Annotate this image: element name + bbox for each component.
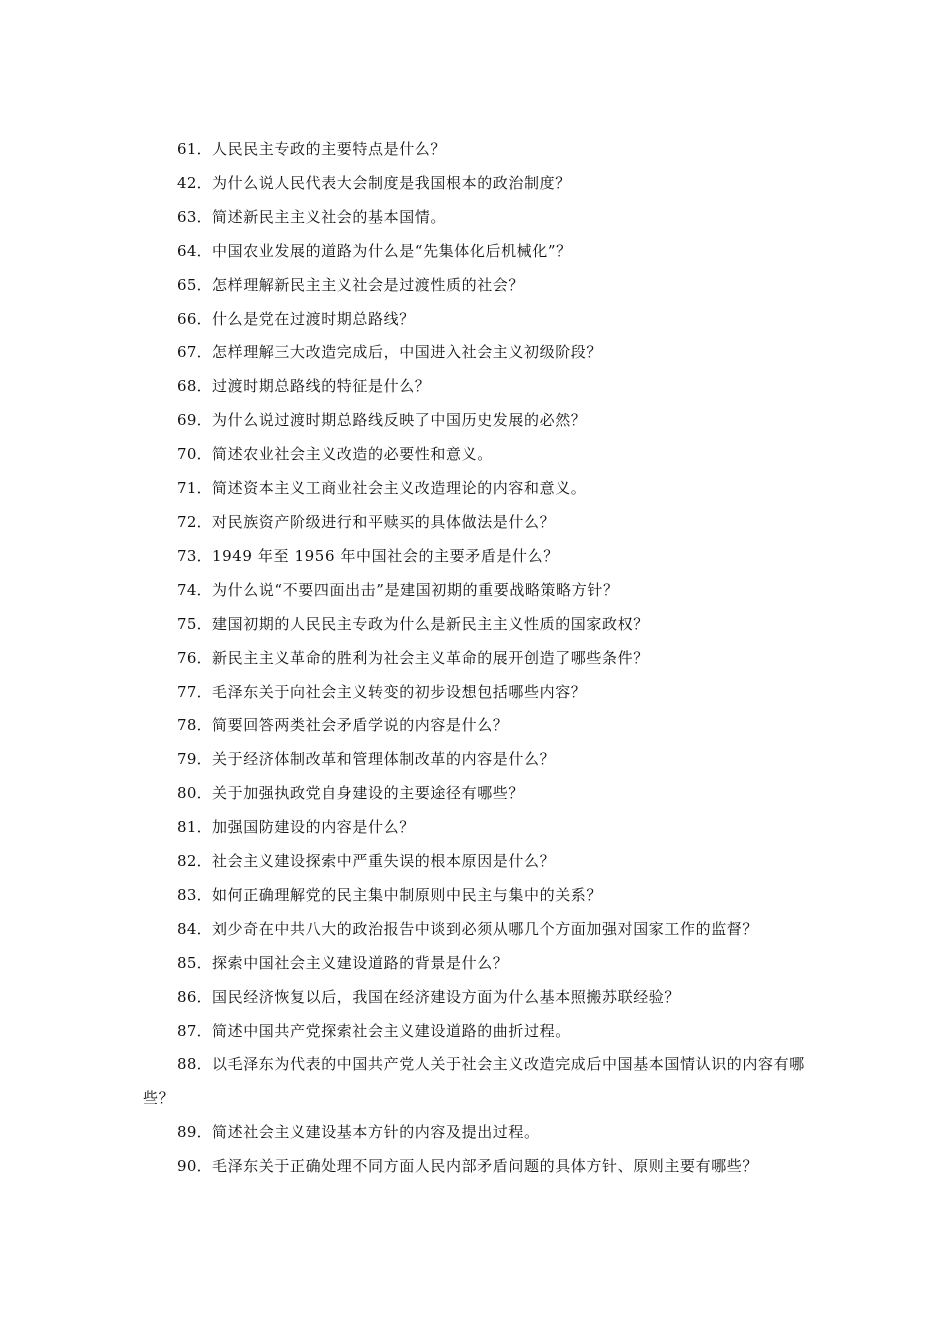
question-number: 63． (177, 207, 212, 226)
question-text: 中国农业发展的道路为什么是“先集体化后机械化”？ (212, 241, 572, 260)
question-item (143, 777, 815, 811)
question-item (143, 981, 815, 1015)
question-item (143, 506, 815, 540)
question-number: 75． (177, 614, 212, 633)
question-item (143, 913, 815, 947)
question-item (143, 743, 815, 777)
question-text: 新民主主义革命的胜利为社会主义革命的展开创造了哪些条件？ (212, 648, 649, 667)
question-item (143, 1048, 815, 1116)
question-number: 90． (177, 1157, 212, 1176)
question-number: 81． (177, 818, 212, 837)
question-item (143, 167, 815, 201)
question-number: 61． (177, 140, 212, 158)
question-item (143, 845, 815, 879)
question-item (143, 303, 815, 337)
question-text: 毛泽东关于正确处理不同方面人民内部矛盾问题的具体方针、原则主要有哪些？ (212, 1157, 759, 1176)
question-number: 64． (177, 241, 212, 260)
question-text: 以毛泽东为代表的中国共产党人关于社会主义改造完成后中国基本国情认识的内容有哪些？ (143, 1055, 805, 1108)
question-text: 怎样理解三大改造完成后，中国进入社会主义初级阶段？ (212, 343, 603, 362)
question-text: 简述社会主义建设基本方针的内容及提出过程。 (212, 1123, 540, 1142)
question-item (143, 404, 815, 438)
question-item (143, 370, 815, 404)
question-number: 74． (177, 580, 212, 599)
question-item (143, 879, 815, 913)
question-text: 1949 年至 1956 年中国社会的主要矛盾是什么？ (212, 546, 559, 565)
question-number: 70． (177, 445, 212, 464)
question-text: 什么是党在过渡时期总路线？ (212, 309, 415, 328)
question-text: 人民民主专政的主要特点是什么？ (212, 140, 447, 158)
question-item (143, 269, 815, 303)
question-number: 68． (177, 377, 212, 396)
question-number: 86． (177, 987, 212, 1006)
question-item (143, 133, 815, 167)
question-number: 42． (177, 173, 212, 192)
question-text: 简述农业社会主义改造的必要性和意义。 (212, 445, 493, 464)
question-number: 83． (177, 885, 212, 904)
question-number: 77． (177, 682, 212, 701)
question-number: 66． (177, 309, 212, 328)
question-text: 刘少奇在中共八大的政治报告中谈到必须从哪几个方面加强对国家工作的监督？ (212, 919, 759, 938)
question-text: 为什么说过渡时期总路线反映了中国历史发展的必然？ (212, 411, 587, 430)
question-item (143, 642, 815, 676)
question-item (143, 1015, 815, 1049)
question-number: 67． (177, 343, 212, 362)
question-item (143, 438, 815, 472)
question-number: 71． (177, 479, 212, 498)
question-number: 78． (177, 716, 212, 735)
question-text: 国民经济恢复以后，我国在经济建设方面为什么基本照搬苏联经验？ (212, 987, 681, 1006)
question-number: 87． (177, 1021, 212, 1040)
question-text: 简述新民主主义社会的基本国情。 (212, 207, 447, 226)
question-text: 怎样理解新民主主义社会是过渡性质的社会？ (212, 275, 525, 294)
question-number: 85． (177, 953, 212, 972)
question-item (143, 472, 815, 506)
question-item (143, 1116, 815, 1150)
question-text: 简述中国共产党探索社会主义建设道路的曲折过程。 (212, 1021, 571, 1040)
question-text: 毛泽东关于向社会主义转变的初步设想包括哪些内容？ (212, 682, 587, 701)
question-item (143, 1150, 815, 1184)
question-number: 89． (177, 1123, 212, 1142)
question-number: 65． (177, 275, 212, 294)
question-item (143, 540, 815, 574)
question-number: 84． (177, 919, 212, 938)
question-list (143, 133, 815, 1184)
question-number: 80． (177, 784, 212, 803)
question-text: 如何正确理解党的民主集中制原则中民主与集中的关系？ (212, 885, 603, 904)
question-text: 过渡时期总路线的特征是什么？ (212, 377, 431, 396)
question-item (143, 235, 815, 269)
question-number: 72． (177, 512, 212, 531)
question-item (143, 201, 815, 235)
question-text: 加强国防建设的内容是什么？ (212, 818, 415, 837)
question-text: 探索中国社会主义建设道路的背景是什么？ (212, 953, 509, 972)
question-text: 简要回答两类社会矛盾学说的内容是什么？ (212, 716, 509, 735)
question-number: 76． (177, 648, 212, 667)
question-number: 69． (177, 411, 212, 430)
question-text: 简述资本主义工商业社会主义改造理论的内容和意义。 (212, 479, 587, 498)
question-number: 79． (177, 750, 212, 769)
question-item (143, 709, 815, 743)
question-item (143, 947, 815, 981)
question-text: 为什么说“不要四面出击”是建国初期的重要战略策略方针？ (212, 580, 619, 599)
question-number: 73． (177, 546, 212, 565)
question-text: 对民族资产阶级进行和平赎买的具体做法是什么？ (212, 512, 556, 531)
question-item (143, 336, 815, 370)
question-item (143, 811, 815, 845)
question-number: 82． (177, 852, 212, 871)
question-item (143, 574, 815, 608)
question-item (143, 608, 815, 642)
question-text: 关于经济体制改革和管理体制改革的内容是什么？ (212, 750, 556, 769)
question-text: 为什么说人民代表大会制度是我国根本的政治制度？ (212, 173, 571, 192)
question-item (143, 676, 815, 710)
question-text: 关于加强执政党自身建设的主要途径有哪些？ (212, 784, 525, 803)
question-number: 88． (177, 1055, 212, 1074)
question-text: 社会主义建设探索中严重失误的根本原因是什么？ (212, 852, 556, 871)
question-text: 建国初期的人民民主专政为什么是新民主主义性质的国家政权？ (212, 614, 649, 633)
